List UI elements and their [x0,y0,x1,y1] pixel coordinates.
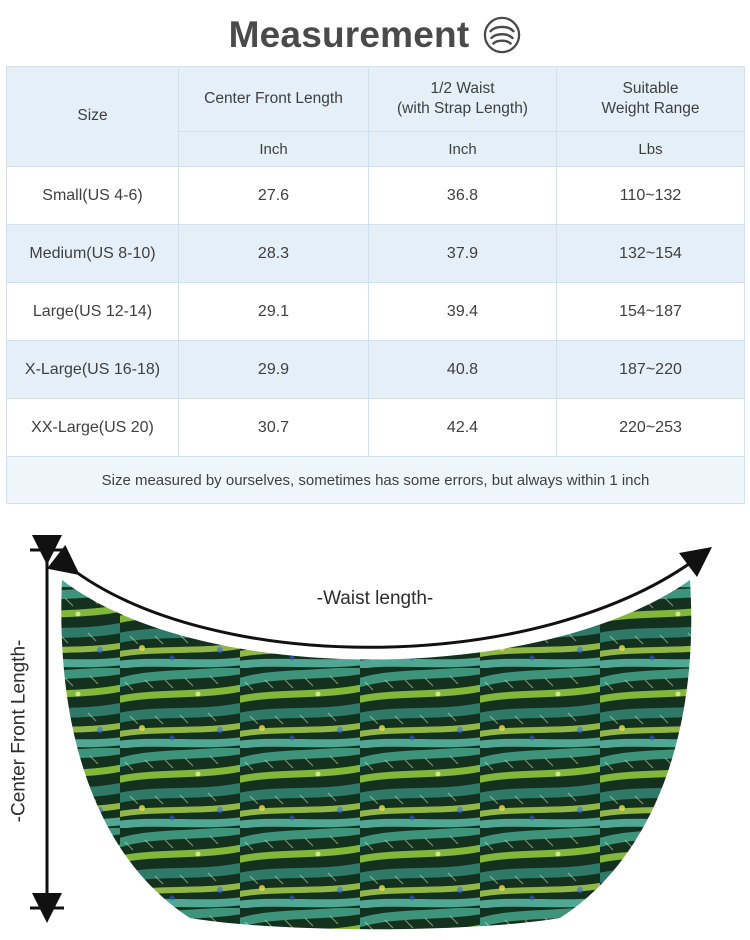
center-front-length-arrow [30,550,64,908]
cell-size: Medium(US 8-10) [7,225,179,283]
waist-length-label: -Waist length- [316,588,434,609]
garment-diagram-svg [0,508,750,933]
cell-weight: 220~253 [557,399,745,457]
title-text: Measurement [228,14,470,55]
cell-size: Large(US 12-14) [7,283,179,341]
header-weight-line2: Weight Range [601,100,700,117]
header-half-waist-line1: 1/2 Waist [430,79,495,97]
header-half-waist [369,67,557,132]
table-row [7,341,745,399]
cell-cfl: 29.1 [179,283,369,341]
cell-size: X-Large(US 16-18) [7,341,179,399]
swimsuit-bottom-shape [61,580,691,929]
size-chart [0,66,750,504]
table-header-row [7,67,745,132]
table-row [7,283,745,341]
cell-waist: 37.9 [369,225,557,283]
cell-size: XX-Large(US 20) [7,399,179,457]
cell-waist: 36.8 [369,167,557,225]
cell-cfl: 27.6 [179,167,369,225]
unit-center-front-length: Inch [179,132,369,167]
cell-cfl: 30.7 [179,399,369,457]
cell-waist: 39.4 [369,283,557,341]
header-weight-range [557,67,745,132]
cell-weight: 132~154 [557,225,745,283]
header-half-waist-line2: (with Strap Length) [397,100,528,117]
cell-cfl: 28.3 [179,225,369,283]
size-table [6,66,745,504]
cell-weight: 154~187 [557,283,745,341]
garment-diagram [0,508,750,933]
center-front-length-label: -Center Front Length- [8,639,30,823]
cell-waist: 40.8 [369,341,557,399]
table-note-row [7,457,745,504]
cell-cfl: 29.9 [179,341,369,399]
cell-weight: 187~220 [557,341,745,399]
unit-half-waist: Inch [369,132,557,167]
wave-badge-icon [483,16,521,54]
unit-weight: Lbs [557,132,745,167]
cell-weight: 110~132 [557,167,745,225]
measurement-note: Size measured by ourselves, sometimes has some errors, but always within 1 inch [7,457,745,504]
table-row [7,167,745,225]
page-title [0,0,750,66]
table-row [7,399,745,457]
table-row [7,225,745,283]
cell-size: Small(US 4-6) [7,167,179,225]
cell-waist: 42.4 [369,399,557,457]
header-center-front-length: Center Front Length [179,67,369,132]
header-size: Size [7,67,179,167]
header-weight-line1: Suitable [622,79,679,97]
